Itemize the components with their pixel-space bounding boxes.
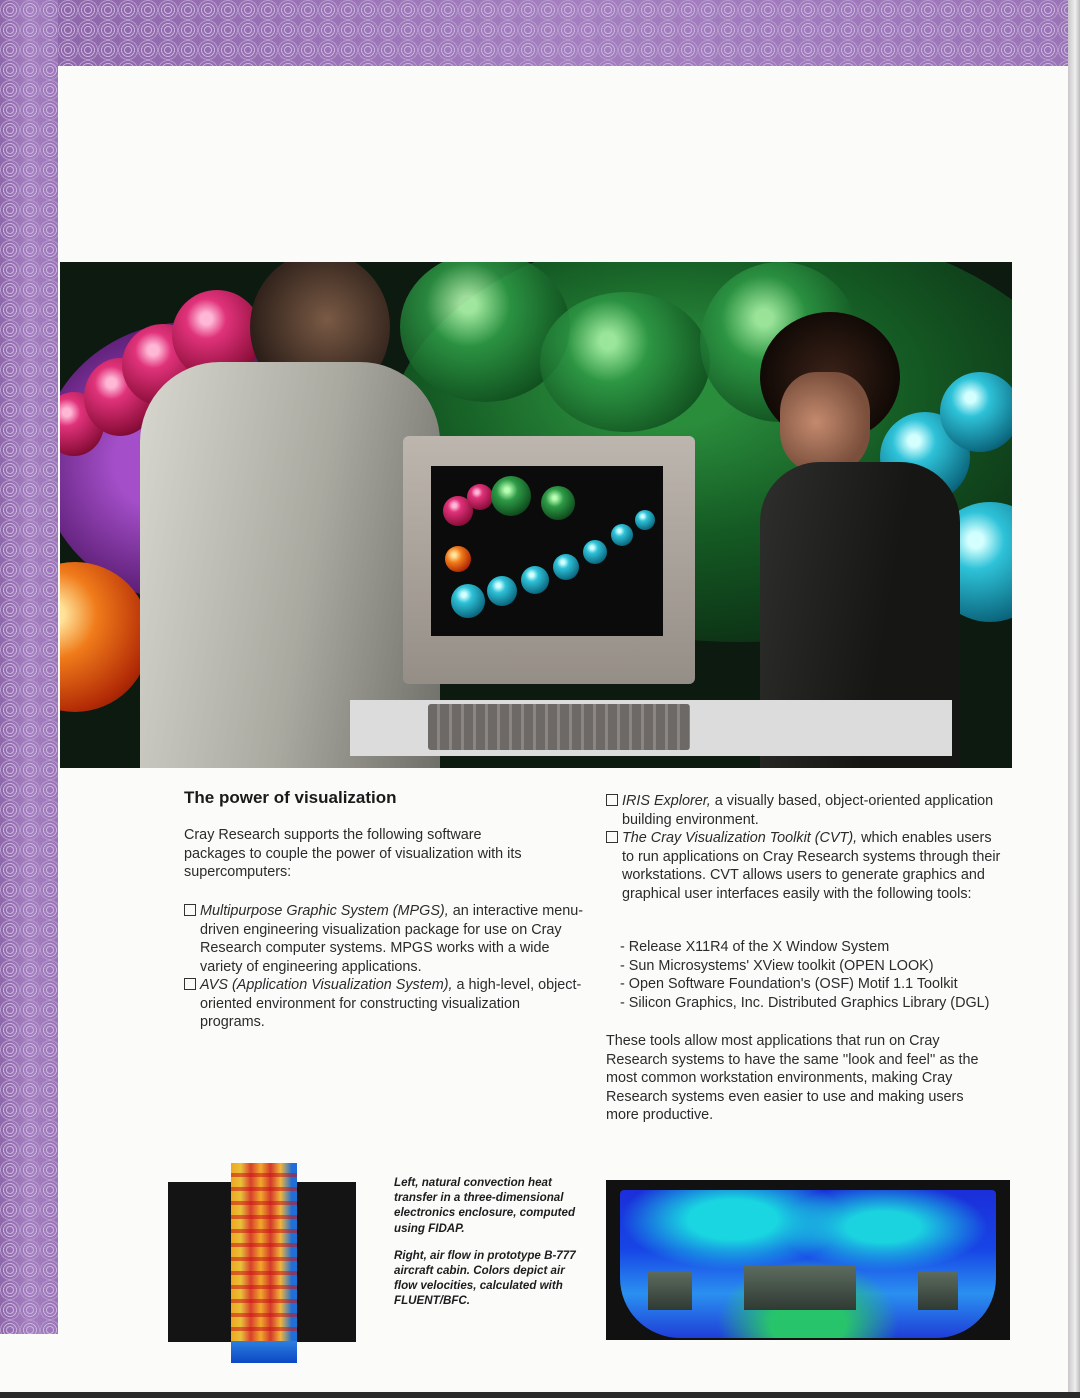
left-package-list bbox=[184, 902, 584, 1032]
tool-item: - Silicon Graphics, Inc. Distributed Graphics Library (DGL) bbox=[620, 994, 990, 1011]
checkbox-bullet-icon bbox=[606, 794, 618, 806]
tool-item: - Release X11R4 of the X Window System bbox=[620, 939, 890, 955]
section-heading: The power of visualization bbox=[184, 788, 397, 807]
package-item-avs: AVS (Application Visualization System), a high-level, object-oriented environment for constructing visualization programs. bbox=[184, 976, 584, 1032]
keyboard bbox=[428, 704, 690, 750]
figure-captions bbox=[394, 1175, 586, 1321]
checkbox-bullet-icon bbox=[606, 831, 618, 843]
heat-transfer-render bbox=[231, 1163, 297, 1363]
right-package-list bbox=[606, 792, 1006, 903]
seat-block bbox=[744, 1266, 800, 1310]
decorative-swirl-border-left bbox=[0, 0, 58, 1334]
package-item-cvt: The Cray Visualization Toolkit (CVT), which enables users to run applications on Cray Research systems through their workstations. CVT allows users to generate graphics and graphical user interfaces easily with the following tools: bbox=[606, 829, 1006, 903]
tool-item: - Open Software Foundation's (OSF) Motif 1.1 Toolkit bbox=[620, 976, 958, 992]
package-item-mpgs: Multipurpose Graphic System (MPGS), an interactive menu-driven engineering visualization package for use on Cray Research computer systems. MPGS works with a wide variety of engineering applications. bbox=[184, 902, 584, 976]
checkbox-bullet-icon bbox=[184, 904, 196, 916]
caption-left: Left, natural convection heat transfer in a three-dimensional electronics enclosure, computed using FIDAP. bbox=[394, 1176, 576, 1235]
binding-spine bbox=[1068, 0, 1080, 1398]
intro-paragraph: Cray Research supports the following software packages to couple the power of visualization with its supercomputers: bbox=[184, 827, 522, 880]
workstation-monitor bbox=[403, 436, 695, 684]
package-item-iris-explorer: IRIS Explorer, a visually based, object-oriented application building environment. bbox=[606, 792, 1006, 829]
decorative-swirl-border-top bbox=[58, 0, 1070, 66]
closing-paragraph: These tools allow most applications that run on Cray Research systems to have the same ''look and feel'' as the most common workstation environments, making Cray Research systems even easier to use and making users more productive. bbox=[606, 1033, 979, 1123]
checkbox-bullet-icon bbox=[184, 978, 196, 990]
page-bottom-margin bbox=[0, 1334, 1068, 1398]
seat-block bbox=[918, 1272, 958, 1310]
page-edge-shadow bbox=[0, 1392, 1080, 1398]
caption-right: Right, air flow in prototype B-777 aircraft cabin. Colors depict air flow velocities, calculated with FLUENT/BFC. bbox=[394, 1248, 576, 1308]
seat-block bbox=[800, 1266, 856, 1310]
cabin-velocity-render bbox=[620, 1190, 996, 1338]
molecule-sphere bbox=[540, 292, 710, 432]
cabin-airflow-image bbox=[606, 1180, 1010, 1340]
tool-item: - Sun Microsystems' XView toolkit (OPEN LOOK) bbox=[620, 957, 934, 974]
tool-list bbox=[620, 938, 1012, 1012]
monitor-screen bbox=[431, 466, 663, 636]
seat-block bbox=[648, 1272, 692, 1310]
